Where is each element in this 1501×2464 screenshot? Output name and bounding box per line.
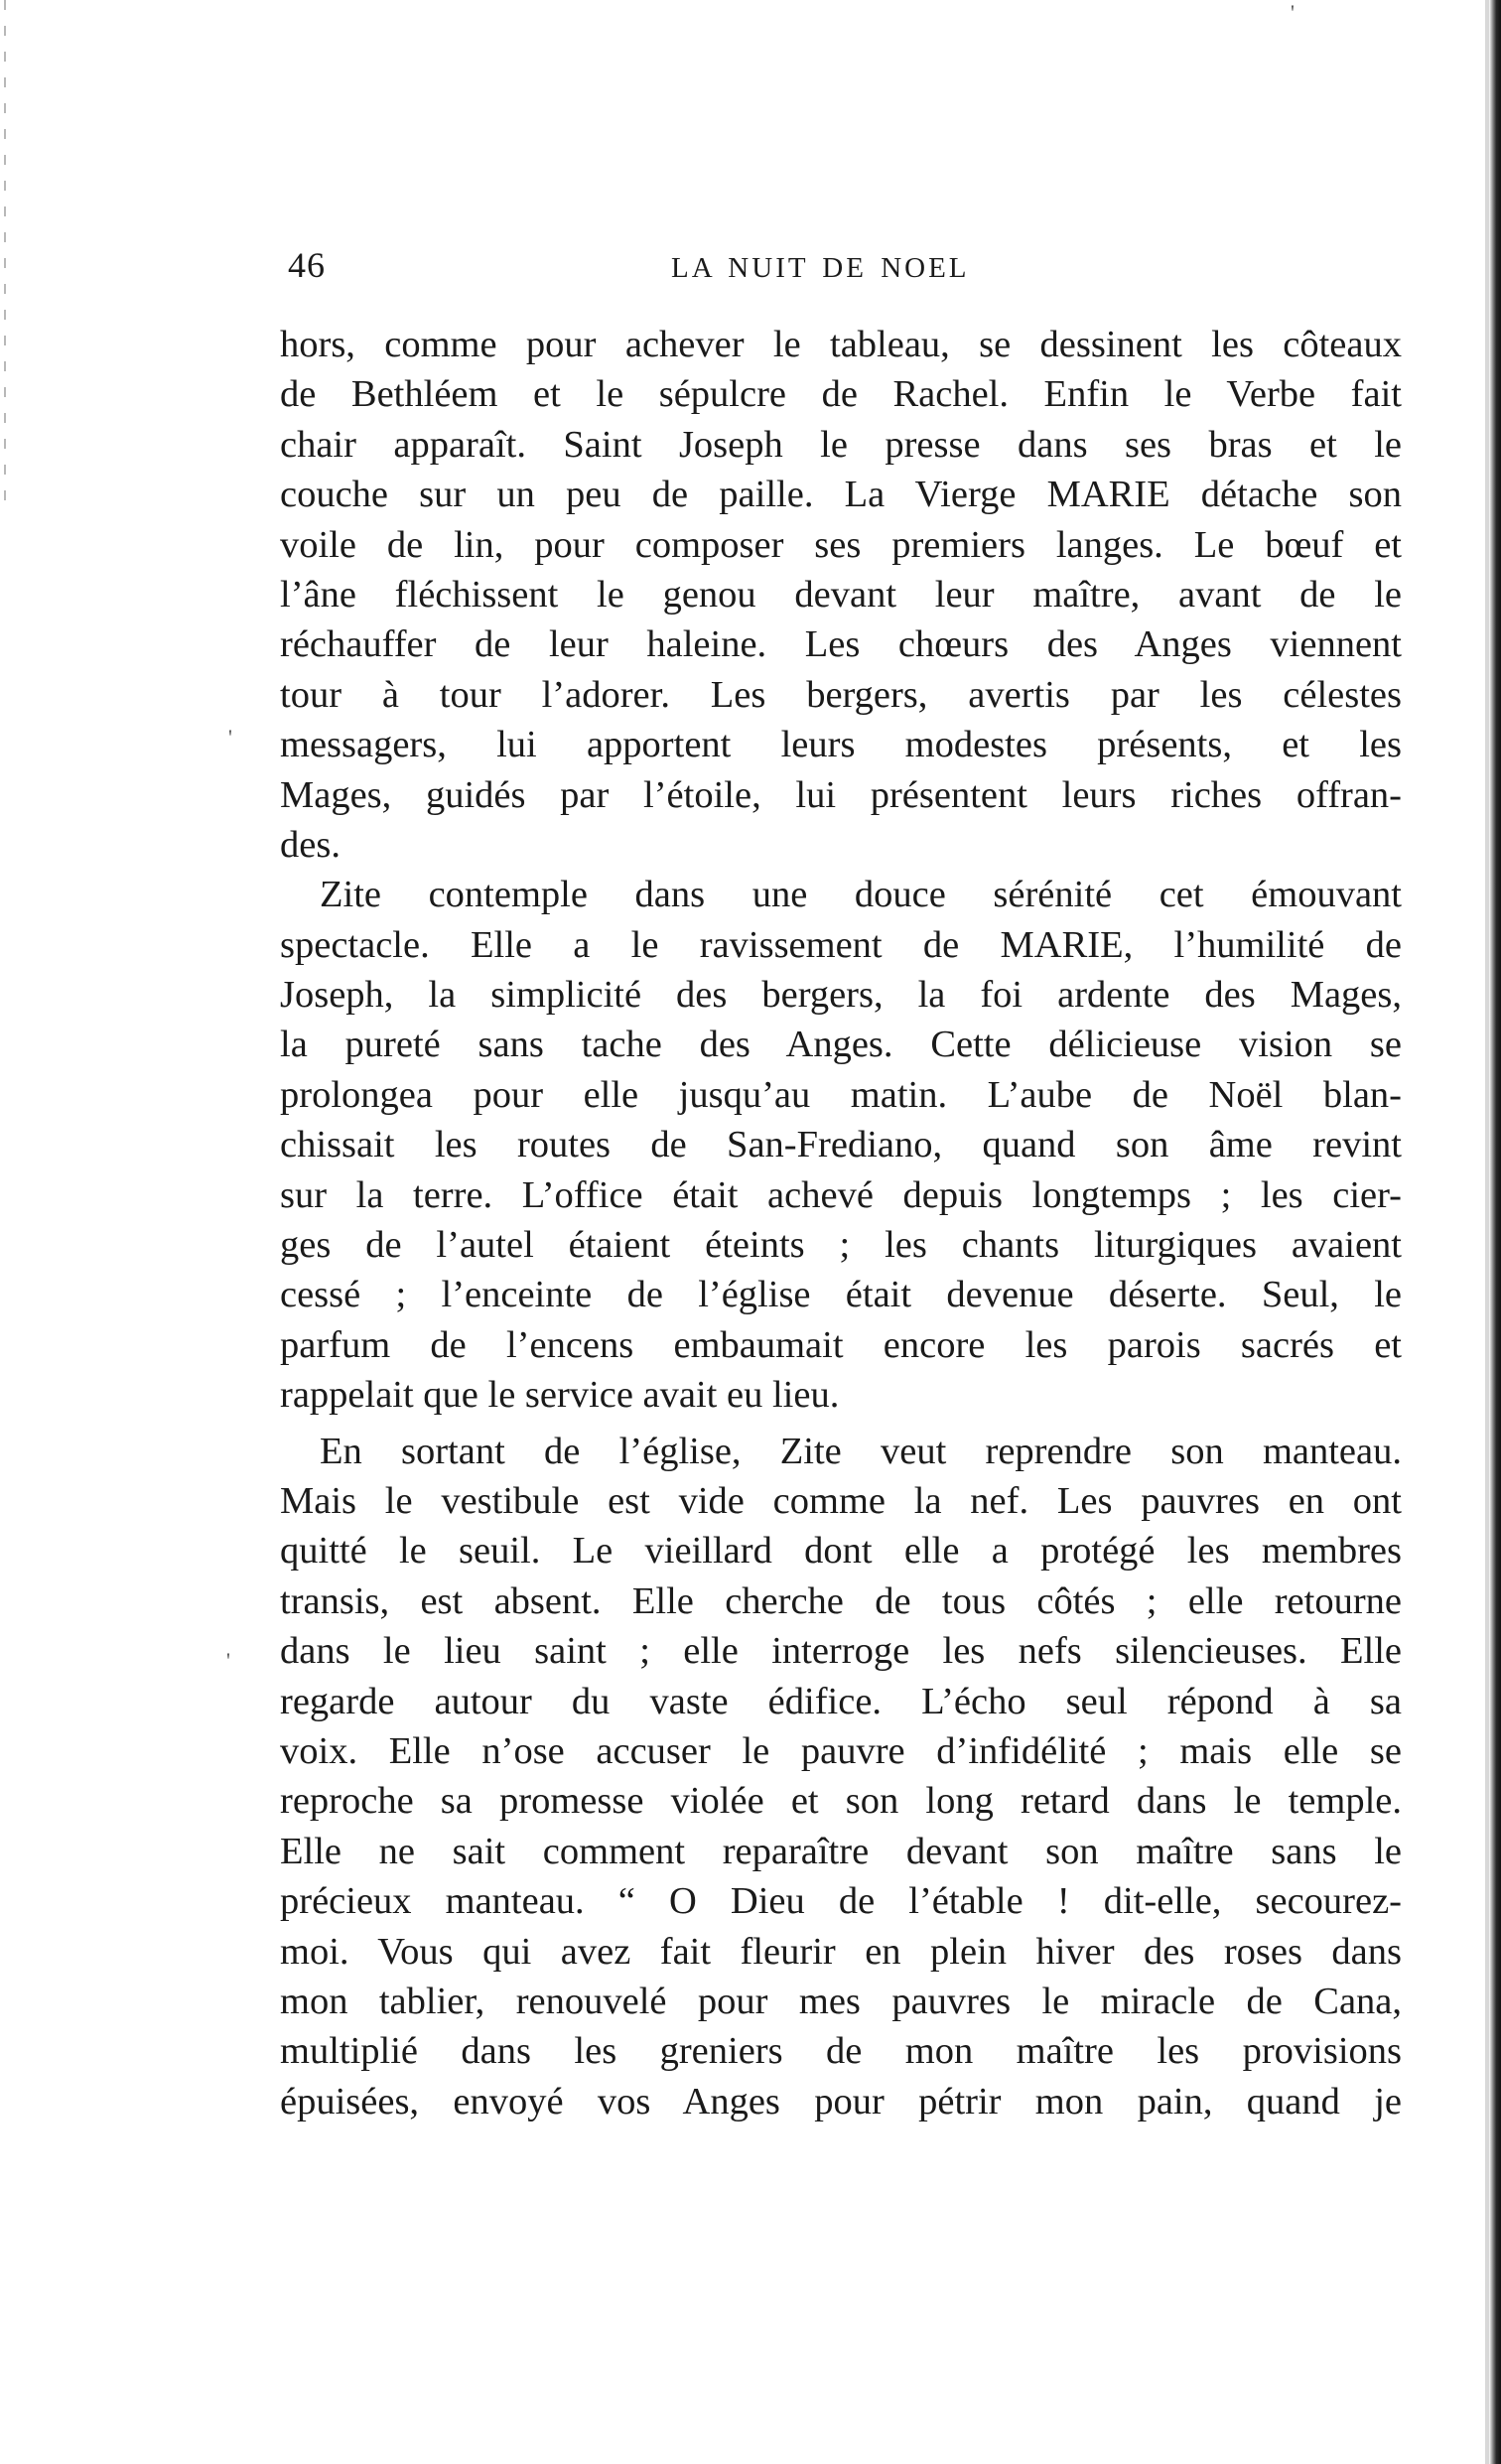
text-line: voix. Elle n’ose accuser le pauvre d’infidélité ; mais elle se bbox=[280, 1729, 1402, 1772]
body-text bbox=[280, 320, 1402, 2126]
text-line: regarde autour du vaste édifice. L’écho seul répond à sa bbox=[280, 1680, 1402, 1722]
page-left-edge bbox=[4, 0, 6, 516]
text-line: sur la terre. L’office était achevé depuis longtemps ; les cier- bbox=[280, 1173, 1402, 1216]
text-line: messagers, lui apportent leurs modestes présents, et les bbox=[280, 724, 1402, 766]
paragraph bbox=[280, 870, 1402, 1420]
text-line: Zite contemple dans une douce sérénité cet émouvant bbox=[320, 874, 1402, 916]
text-line: hors, comme pour achever le tableau, se dessinent les côteaux bbox=[280, 324, 1402, 365]
page-number: 46 bbox=[288, 245, 326, 285]
text-line: reproche sa promesse violée et son long retard dans le temple. bbox=[280, 1780, 1402, 1823]
text-line: Elle ne sait comment reparaître devant son maître sans le bbox=[280, 1830, 1402, 1872]
text-line: tour à tour l’adorer. Les bergers, avertis par les célestes bbox=[280, 673, 1402, 716]
text-line: quitté le seuil. Le vieillard dont elle a protégé les membres bbox=[280, 1530, 1402, 1573]
text-line: Mages, guidés par l’étoile, lui présentent leurs riches offran- bbox=[280, 773, 1402, 816]
text-line: Mais le vestibule est vide comme la nef. Les pauvres en ont bbox=[280, 1479, 1402, 1522]
text-line: voile de lin, pour composer ses premiers langes. Le bœuf et bbox=[280, 523, 1402, 566]
text-line: ges de l’autel étaient éteints ; les chants liturgiques avaient bbox=[280, 1224, 1402, 1267]
text-line: parfum de l’encens embaumait encore les parois sacrés et bbox=[280, 1323, 1402, 1366]
text-line: Joseph, la simplicité des bergers, la foi ardente des Mages, bbox=[280, 974, 1402, 1017]
text-line: de Bethléem et le sépulcre de Rachel. Enfin le Verbe fait bbox=[280, 373, 1402, 416]
running-head bbox=[288, 244, 1400, 294]
text-line: moi. Vous qui avez fait fleurir en plein hiver des roses dans bbox=[280, 1930, 1402, 1973]
text-line: rappelait que le service avait eu lieu. bbox=[280, 1374, 840, 1417]
running-title: LA NUIT DE NOEL bbox=[671, 252, 970, 284]
text-line: chair apparaît. Saint Joseph le presse dans ses bras et le bbox=[280, 423, 1402, 466]
text-line: chissait les routes de San-Frediano, quand son âme revint bbox=[280, 1124, 1402, 1166]
text-line: spectacle. Elle a le ravissement de MARIE, l’humilité de bbox=[280, 923, 1402, 966]
page-binding-edge bbox=[1489, 0, 1501, 2464]
text-line: l’âne fléchissent le genou devant leur maître, avant de le bbox=[280, 573, 1402, 616]
text-line: dans le lieu saint ; elle interroge les nefs silencieuses. Elle bbox=[280, 1630, 1402, 1673]
text-line: cessé ; l’enceinte de l’église était devenue déserte. Seul, le bbox=[280, 1274, 1402, 1316]
text-line: réchauffer de leur haleine. Les chœurs des Anges viennent bbox=[280, 623, 1402, 666]
scan-speck: ' bbox=[228, 725, 232, 750]
text-line: précieux manteau. “ O Dieu de l’étable ! dit-elle, secourez- bbox=[280, 1880, 1402, 1923]
text-line: prolongea pour elle jusqu’au matin. L’aube de Noël blan- bbox=[280, 1073, 1402, 1116]
text-line: multiplié dans les greniers de mon maître les provisions bbox=[280, 2030, 1402, 2073]
text-line: mon tablier, renouvelé pour mes pauvres le miracle de Cana, bbox=[280, 1980, 1402, 2022]
text-line: couche sur un peu de paille. La Vierge MARIE détache son bbox=[280, 474, 1402, 516]
text-line: En sortant de l’église, Zite veut reprendre son manteau. bbox=[320, 1430, 1402, 1472]
text-line: épuisées, envoyé vos Anges pour pétrir mon pain, quand je bbox=[280, 2080, 1402, 2122]
scan-speck: ' bbox=[226, 1648, 230, 1673]
text-line: la pureté sans tache des Anges. Cette délicieuse vision se bbox=[280, 1024, 1402, 1066]
paragraph bbox=[280, 320, 1402, 870]
scan-speck: ' bbox=[1291, 0, 1295, 25]
paragraph bbox=[280, 1427, 1402, 2126]
text-line: des. bbox=[280, 823, 341, 866]
text-line: transis, est absent. Elle cherche de tous côtés ; elle retourne bbox=[280, 1579, 1402, 1622]
